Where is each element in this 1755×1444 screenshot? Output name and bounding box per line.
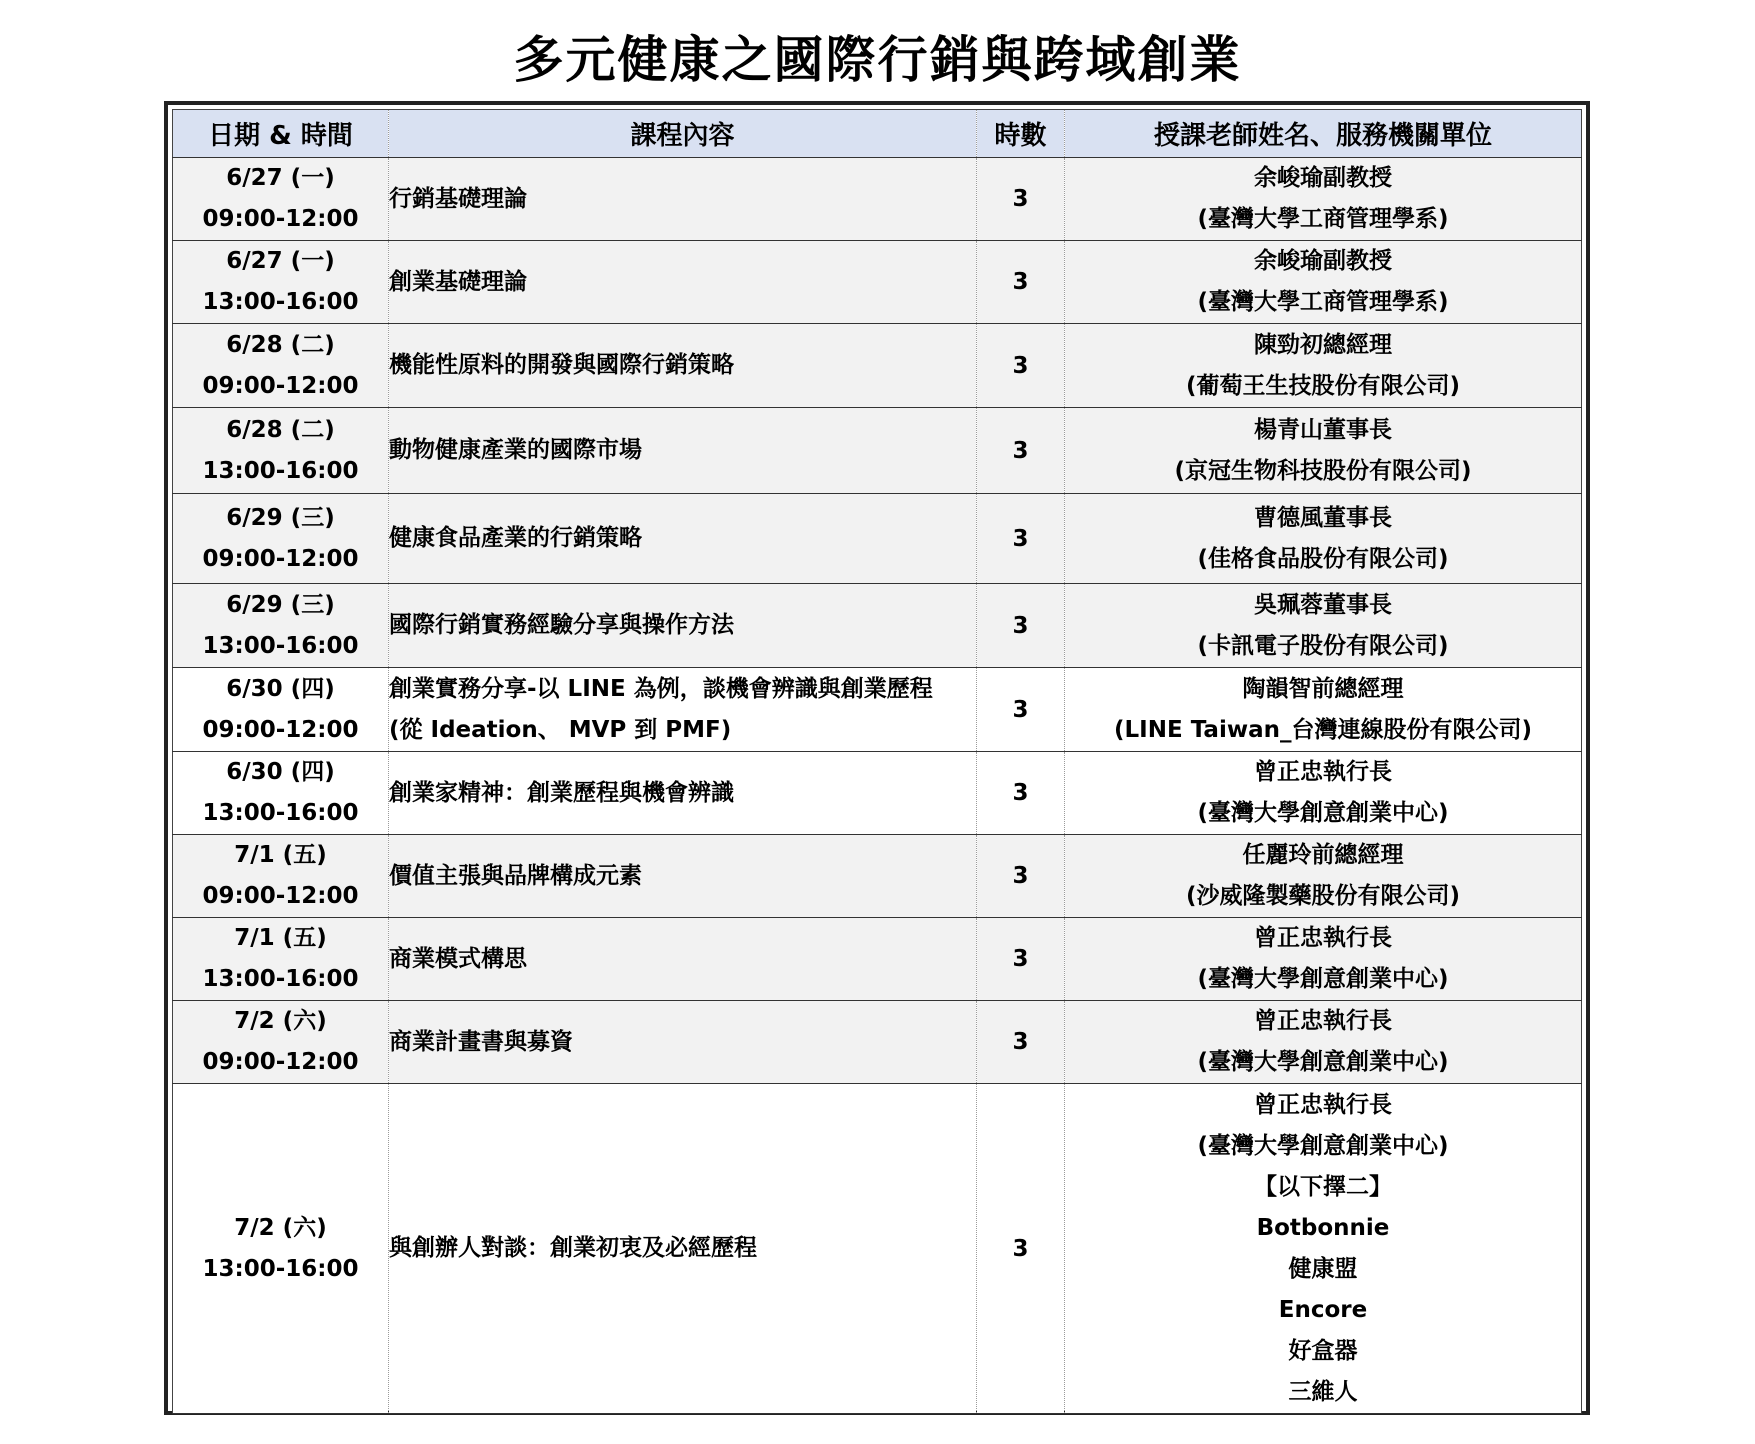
teacher-line: 好盒器 <box>1288 1337 1358 1364</box>
time-text: 09:00-12:00 <box>202 206 359 232</box>
teacher-line: 【以下擇二】 <box>1254 1173 1392 1200</box>
cell-course-content <box>389 835 977 918</box>
teacher-line: 任麗玲前總經理 <box>1242 842 1404 868</box>
course-content-line: 國際行銷實務經驗分享與操作方法 <box>389 612 734 638</box>
date-text: 6/28 (二) <box>226 331 335 358</box>
cell-hours: 3 <box>977 494 1065 584</box>
teacher-line: Botbonnie <box>1256 1214 1390 1241</box>
teacher-line: (京冠生物科技股份有限公司) <box>1174 457 1472 484</box>
header-date: 日期 & 時間 <box>173 110 389 158</box>
course-content-line: 價值主張與品牌構成元素 <box>389 862 642 889</box>
cell-hours: 3 <box>977 752 1065 835</box>
cell-course-content <box>389 241 977 324</box>
table-row <box>173 752 1582 835</box>
table-row <box>173 241 1582 324</box>
table-row <box>173 324 1582 408</box>
time-text: 13:00-16:00 <box>202 632 359 659</box>
table-row <box>173 1084 1582 1414</box>
cell-hours: 3 <box>977 241 1065 324</box>
header-teacher: 授課老師姓名、服務機關單位 <box>1065 110 1582 158</box>
teacher-line: 曾正忠執行長 <box>1254 1008 1392 1034</box>
cell-date-time <box>173 835 389 918</box>
teacher-line: (葡萄王生技股份有限公司) <box>1185 372 1461 399</box>
teacher-line: 吳珮蓉董事長 <box>1254 591 1392 618</box>
time-text: 09:00-12:00 <box>202 372 359 399</box>
cell-teacher <box>1065 408 1582 494</box>
cell-hours: 3 <box>977 158 1065 241</box>
cell-date-time <box>173 668 389 752</box>
schedule-table <box>172 109 1582 1414</box>
teacher-line: (沙威隆製藥股份有限公司) <box>1185 883 1461 909</box>
teacher-line: 三維人 <box>1288 1378 1358 1405</box>
teacher-line: 楊青山董事長 <box>1254 416 1392 443</box>
date-text: 7/2 (六) <box>234 1008 327 1034</box>
teacher-line: (臺灣大學創意創業中心) <box>1197 1049 1449 1075</box>
teacher-line: 曾正忠執行長 <box>1254 759 1392 785</box>
table-row <box>173 408 1582 494</box>
table-row <box>173 835 1582 918</box>
cell-course-content <box>389 668 977 752</box>
teacher-line: (卡訊電子股份有限公司) <box>1197 632 1449 659</box>
table-row <box>173 918 1582 1001</box>
course-content-line: 機能性原料的開發與國際行銷策略 <box>389 352 734 378</box>
cell-teacher <box>1065 584 1582 668</box>
cell-hours: 3 <box>977 1084 1065 1414</box>
cell-teacher <box>1065 324 1582 408</box>
table-row <box>173 1001 1582 1084</box>
course-content-line: 創業實務分享-以 LINE 為例，談機會辨識與創業歷程 <box>389 675 933 702</box>
schedule-body <box>173 158 1582 1414</box>
teacher-line: (臺灣大學工商管理學系) <box>1197 289 1449 315</box>
date-text: 7/1 (五) <box>234 925 327 951</box>
cell-date-time <box>173 1084 389 1414</box>
date-text: 7/1 (五) <box>234 842 327 868</box>
cell-teacher <box>1065 835 1582 918</box>
cell-hours: 3 <box>977 835 1065 918</box>
table-row <box>173 494 1582 584</box>
teacher-line: (臺灣大學創意創業中心) <box>1197 1132 1449 1159</box>
date-text: 6/30 (四) <box>226 759 335 785</box>
cell-teacher <box>1065 494 1582 584</box>
course-content-line: 商業計畫書與募資 <box>389 1028 573 1055</box>
teacher-line: 曾正忠執行長 <box>1254 925 1392 951</box>
cell-hours: 3 <box>977 668 1065 752</box>
teacher-line: 余峻瑜副教授 <box>1254 248 1392 274</box>
cell-course-content <box>389 158 977 241</box>
date-text: 6/30 (四) <box>226 675 335 702</box>
date-text: 6/29 (三) <box>226 504 335 531</box>
teacher-line: 陶韻智前總經理 <box>1242 675 1404 702</box>
time-text: 13:00-16:00 <box>202 289 359 315</box>
cell-date-time <box>173 158 389 241</box>
cell-teacher <box>1065 668 1582 752</box>
teacher-line: 陳勁初總經理 <box>1254 331 1392 358</box>
cell-course-content <box>389 584 977 668</box>
header-content: 課程內容 <box>389 110 977 158</box>
time-text: 13:00-16:00 <box>202 457 359 484</box>
table-row <box>173 584 1582 668</box>
cell-course-content <box>389 918 977 1001</box>
course-content-line: 健康食品產業的行銷策略 <box>389 525 642 551</box>
course-content-line: 與創辦人對談：創業初衷及必經歷程 <box>389 1235 757 1261</box>
time-text: 09:00-12:00 <box>202 716 359 743</box>
date-text: 6/27 (一) <box>226 248 335 274</box>
cell-course-content <box>389 324 977 408</box>
cell-date-time <box>173 752 389 835</box>
date-text: 7/2 (六) <box>234 1214 327 1241</box>
time-text: 09:00-12:00 <box>202 883 359 909</box>
time-text: 09:00-12:00 <box>202 545 359 572</box>
cell-hours: 3 <box>977 408 1065 494</box>
date-text: 6/29 (三) <box>226 591 335 618</box>
cell-course-content <box>389 408 977 494</box>
cell-hours: 3 <box>977 324 1065 408</box>
cell-course-content <box>389 752 977 835</box>
teacher-line: (臺灣大學創意創業中心) <box>1197 966 1449 992</box>
cell-teacher <box>1065 918 1582 1001</box>
course-content-line: 創業基礎理論 <box>389 268 527 295</box>
header-hours: 時數 <box>977 110 1065 158</box>
teacher-line: 余峻瑜副教授 <box>1254 165 1392 191</box>
course-content-line: 行銷基礎理論 <box>389 185 527 212</box>
teacher-line: 曹德風董事長 <box>1254 504 1392 531</box>
teacher-line: (臺灣大學創意創業中心) <box>1197 800 1449 826</box>
cell-course-content <box>389 494 977 584</box>
teacher-line: 曾正忠執行長 <box>1254 1091 1392 1118</box>
table-header-row <box>173 110 1582 158</box>
date-text: 6/27 (一) <box>226 165 335 191</box>
cell-date-time <box>173 241 389 324</box>
cell-date-time <box>173 584 389 668</box>
date-text: 6/28 (二) <box>226 416 335 443</box>
cell-date-time <box>173 408 389 494</box>
cell-date-time <box>173 918 389 1001</box>
cell-course-content <box>389 1084 977 1414</box>
cell-teacher <box>1065 752 1582 835</box>
schedule-table-frame <box>164 101 1590 1415</box>
cell-teacher <box>1065 241 1582 324</box>
teacher-line: Encore <box>1278 1296 1368 1323</box>
teacher-line: 健康盟 <box>1288 1255 1358 1282</box>
teacher-line: (LINE Taiwan_台灣連線股份有限公司) <box>1114 716 1532 743</box>
table-row <box>173 158 1582 241</box>
cell-date-time <box>173 1001 389 1084</box>
time-text: 13:00-16:00 <box>202 1255 359 1282</box>
cell-course-content <box>389 1001 977 1084</box>
cell-date-time <box>173 494 389 584</box>
time-text: 13:00-16:00 <box>202 966 359 992</box>
cell-date-time <box>173 324 389 408</box>
cell-teacher <box>1065 158 1582 241</box>
teacher-line: (佳格食品股份有限公司) <box>1197 545 1449 572</box>
table-row <box>173 668 1582 752</box>
cell-hours: 3 <box>977 1001 1065 1084</box>
course-content-line: 創業家精神：創業歷程與機會辨識 <box>389 779 734 806</box>
course-content-line: 商業模式構思 <box>389 945 527 972</box>
cell-teacher <box>1065 1084 1582 1414</box>
cell-hours: 3 <box>977 584 1065 668</box>
page-title: 多元健康之國際行銷與跨域創業 <box>513 31 1242 89</box>
time-text: 13:00-16:00 <box>202 800 359 826</box>
cell-teacher <box>1065 1001 1582 1084</box>
course-content-line: 動物健康產業的國際市場 <box>389 437 642 463</box>
cell-hours: 3 <box>977 918 1065 1001</box>
teacher-line: (臺灣大學工商管理學系) <box>1197 206 1449 232</box>
course-content-line: (從 Ideation、 MVP 到 PMF) <box>389 716 732 743</box>
time-text: 09:00-12:00 <box>202 1049 359 1075</box>
